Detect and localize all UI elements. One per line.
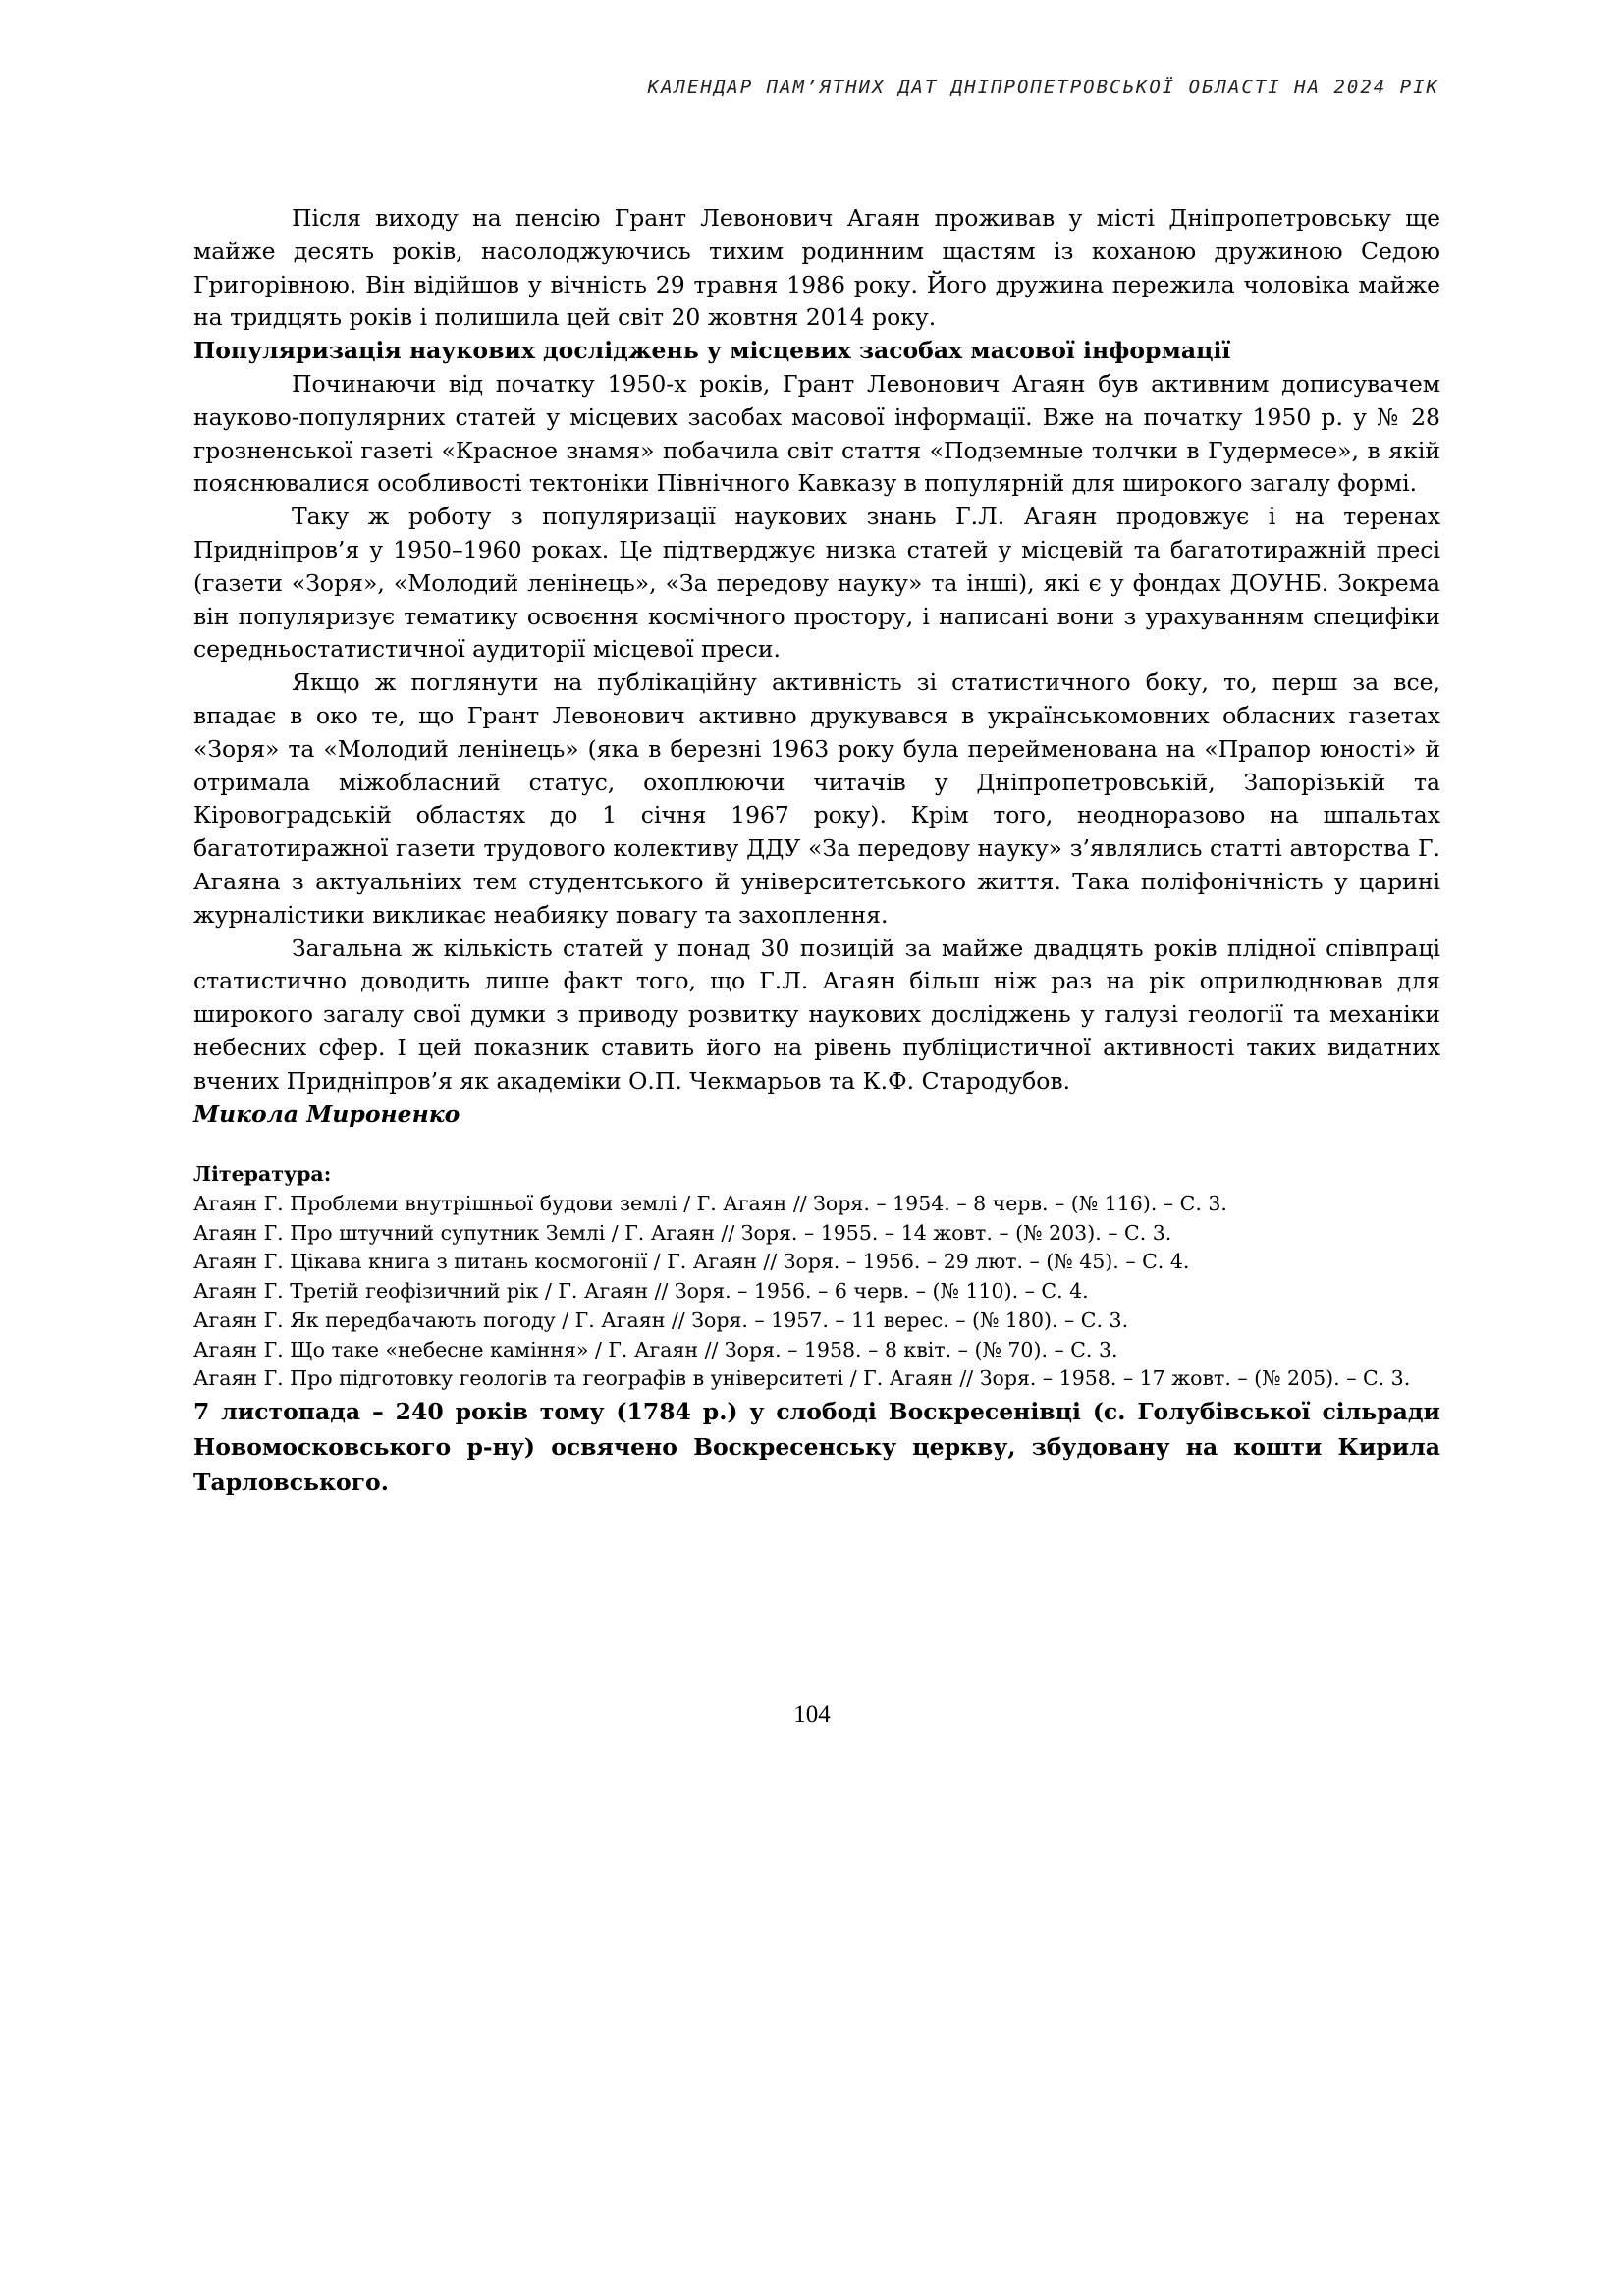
page-content	[193, 202, 1440, 1500]
intro-paragraph: Після виходу на пенсію Грант Левонович Агаян проживав у місті Дніпропетровську ще майже десять років, насолоджуючись тихим родинним щастям із коханою дружиною Седою Григорівною. Він відійшов у вічність 29 травня 1986 року. Його дружина пережила чоловіка майже на тридцять років і полишила цей світ 20 жовтня 2014 року.	[193, 204, 1440, 332]
running-header: КАЛЕНДАР ПАМ’ЯТНИХ ДАТ ДНІПРОПЕТРОВСЬКОЇ ОБЛАСТІ НА 2024 РІК	[647, 77, 1439, 98]
literature-item: Агаян Г. Про штучний супутник Землі / Г. Агаян // Зоря. – 1955. – 14 жовт. – (№ 203). – С. 3.	[193, 1220, 1172, 1245]
literature-item: Агаян Г. Про підготовку геологів та географів в університеті / Г. Агаян // Зоря. – 1958. – 17 жовт. – (№ 205). – С. 3.	[193, 1366, 1411, 1391]
literature-item: Агаян Г. Що таке «небесне каміння» / Г. Агаян // Зоря. – 1958. – 8 квіт. – (№ 70). – С. 3.	[193, 1337, 1118, 1362]
literature-item: Агаян Г. Проблеми внутрішньої будови землі / Г. Агаян // Зоря. – 1954. – 8 черв. – (№ 116). – С. 3.	[193, 1192, 1227, 1216]
section-paragraph-1: Починаючи від початку 1950-х років, Грант Левонович Агаян був активним дописувачем науково-популярних статей у місцевих засобах масової інформації. Вже на початку 1950 р. у № 28 грозненської газеті «Красное знамя» побачила світ стаття «Подземные толчки в Гудермесе», в якій пояснювалися особливості тектоніки Північного Кавказу в популярній для широкого загалу формі.	[193, 369, 1440, 498]
calendar-event-entry: 7 листопада – 240 років тому (1784 р.) у слободі Воскресенівці (с. Голубівської сільради Новомосковського р-ну) освячено Воскресенську церкву, збудовану на кошти Кирила Тарловського.	[193, 1397, 1440, 1496]
section-paragraph-2: Таку ж роботу з популяризації наукових знань Г.Л. Агаян продовжує і на теренах Придніпров’я у 1950–1960 роках. Це підтверджує низка статей у місцевій та багатотиражній пресі (газети «Зоря», «Молодий ленінець», «За передову науку» та інші), які є у фондах ДОУНБ. Зокрема він популяризує тематику освоєння космічного простору, і написані вони з урахуванням специфіки середньостатистичної аудиторії місцевої преси.	[193, 503, 1440, 664]
literature-item: Агаян Г. Третій геофізичний рік / Г. Агаян // Зоря. – 1956. – 6 черв. – (№ 110). – С. 4.	[193, 1279, 1089, 1304]
article-author: Микола Мироненко	[193, 1099, 460, 1128]
page-number: 104	[793, 1701, 831, 1728]
section-paragraph-4: Загальна ж кількість статей у понад 30 позицій за майже двадцять років плідної співпраці статистично доводить лише факт того, що Г.Л. Агаян більш ніж раз на рік оприлюднював для широкого загалу свої думки з приводу розвитку наукових досліджень у галузі геології та механіки небесних сфер. І цей показник ставить його на рівень публіцистичної активності таких видатних вчених Придніпров’я як академіки О.П. Чекмарьов та К.Ф. Стародубов.	[193, 934, 1440, 1095]
literature-item: Агаян Г. Як передбачають погоду / Г. Агаян // Зоря. – 1957. – 11 верес. – (№ 180). – С. 3.	[193, 1308, 1129, 1332]
section-paragraph-3: Якщо ж поглянути на публікаційну активність зі статистичного боку, то, перш за все, впадає в око те, що Грант Левонович активно друкувався в українськомовних обласних газетах «Зоря» та «Молодий ленінець» (яка в березні 1963 року була перейменована на «Прапор юності» й отримала міжобласний статус, охоплюючи читачів у Дніпропетровській, Запорізькій та Кіровоградській областях до 1 січня 1967 року). Крім того, неодноразово на шпальтах багатотиражної газети трудового колективу ДДУ «За передову науку» з’являлись статті авторства Г. Агаяна з актуальніих тем студентського й університетського життя. Така поліфонічність у царині журналістики викликає неабияку повагу та захоплення.	[193, 668, 1440, 929]
literature-list	[193, 1160, 1440, 1394]
section-heading: Популяризація наукових досліджень у місцевих засобах масової інформації	[193, 337, 1231, 365]
literature-heading: Література:	[193, 1162, 332, 1187]
literature-item: Агаян Г. Цікава книга з питань космогонії / Г. Агаян // Зоря. – 1956. – 29 лют. – (№ 45). – С. 4.	[193, 1250, 1190, 1274]
